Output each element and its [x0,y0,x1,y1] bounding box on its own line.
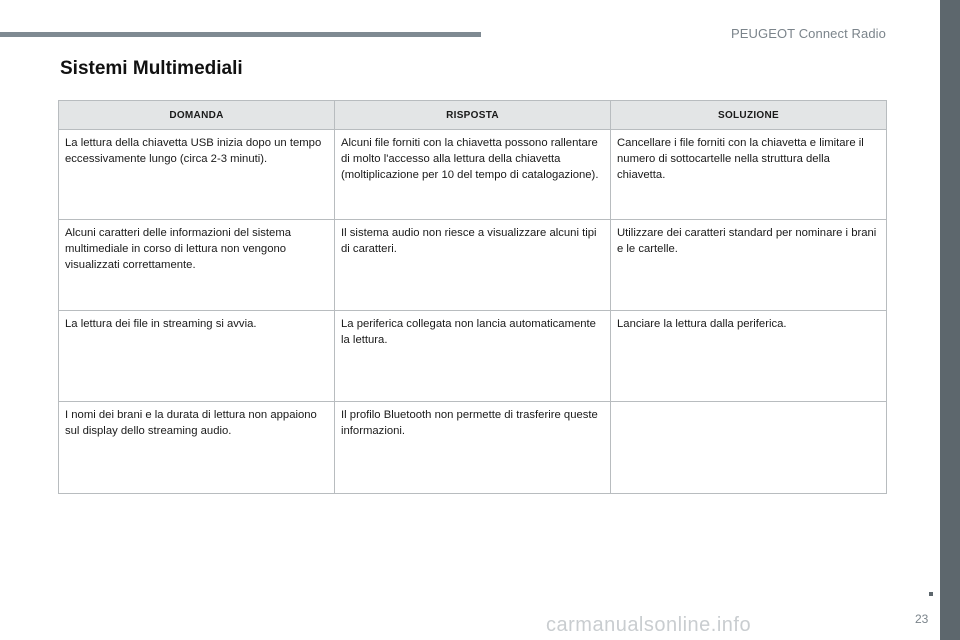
table-row [59,130,887,220]
cell-domanda: La lettura della chiavetta USB inizia dopo un tempo eccessivamente lungo (circa 2-3 minuti). [59,130,335,220]
cell-risposta: Il profilo Bluetooth non permette di trasferire queste informazioni. [335,402,611,494]
side-color-strip [940,0,960,640]
cell-risposta: Alcuni file forniti con la chiavetta possono rallentare di molto l'accesso alla lettura della chiavetta (moltiplicazione per 10 del tempo di catalogazione). [335,130,611,220]
table-row [59,402,887,494]
cell-risposta: La periferica collegata non lancia automaticamente la lettura. [335,311,611,402]
table-row [59,220,887,311]
cell-domanda: I nomi dei brani e la durata di lettura non appaiono sul display dello streaming audio. [59,402,335,494]
cell-soluzione: Utilizzare dei caratteri standard per nominare i brani e le cartelle. [611,220,887,311]
cell-domanda: Alcuni caratteri delle informazioni del sistema multimediale in corso di lettura non vengono visualizzati correttamente. [59,220,335,311]
column-header-soluzione: SOLUZIONE [611,101,887,130]
table-row [59,311,887,402]
page-bullet-marker [929,592,933,596]
document-header-title: PEUGEOT Connect Radio [730,26,886,41]
cell-soluzione: Lanciare la lettura dalla periferica. [611,311,887,402]
troubleshooting-table [58,100,887,494]
column-header-risposta: RISPOSTA [335,101,611,130]
column-header-domanda: DOMANDA [59,101,335,130]
cell-domanda: La lettura dei file in streaming si avvia. [59,311,335,402]
cell-soluzione: Cancellare i file forniti con la chiavetta e limitare il numero di sottocartelle nella struttura della chiavetta. [611,130,887,220]
table-header-row [59,101,887,130]
page-number: 23 [915,612,929,626]
watermark-text: carmanualsonline.info [546,614,752,636]
cell-soluzione [611,402,887,494]
cell-risposta: Il sistema audio non riesce a visualizzare alcuni tipi di caratteri. [335,220,611,311]
page-title: Sistemi Multimediali [60,58,243,79]
header-rule [0,32,481,37]
